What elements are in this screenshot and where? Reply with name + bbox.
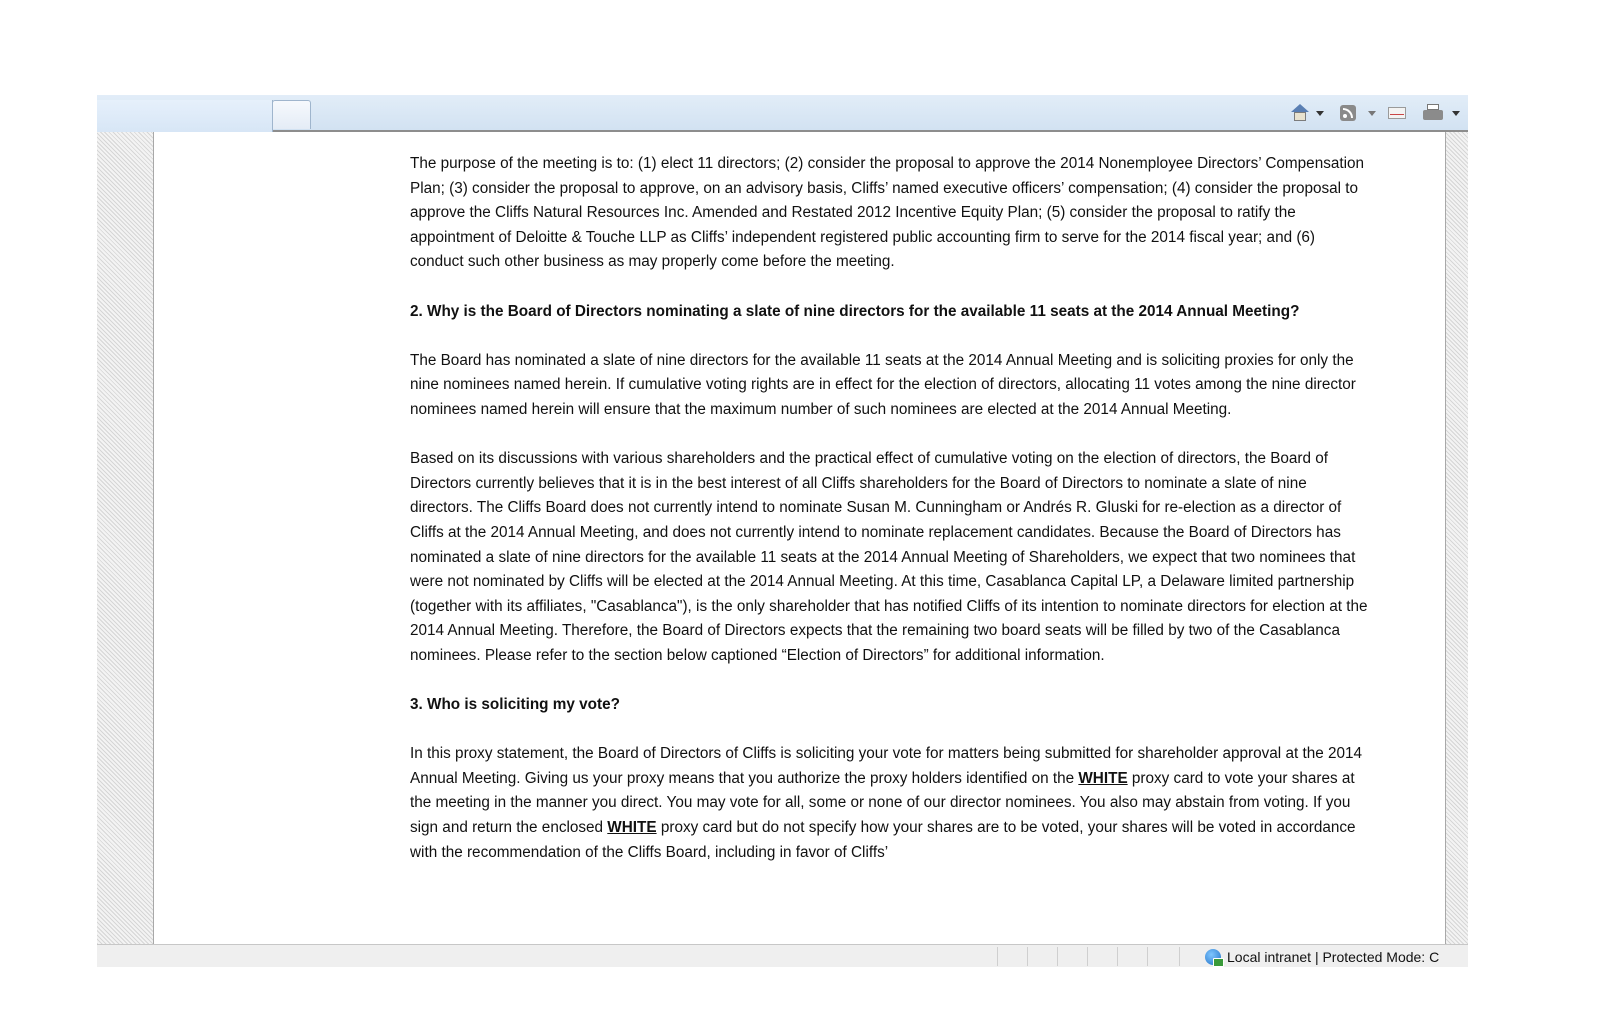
left-page-margin [97, 132, 154, 944]
status-divider [1057, 947, 1058, 966]
tab-bar [97, 95, 1468, 132]
shareholder-discussions-paragraph: Based on its discussions with various shareholders and the practical effect of cumulative voting on the election of directors, the Board of Directors currently believes that it is in the best interest of all Cliffs shareholders for the Board of Directors to nominate a slate of nine directors. The Cliffs Board does not currently intend to nominate Susan M. Cunningham or Andrés R. Gluski for re-election as a director of Cliffs at the 2014 Annual Meeting, and does not currently intend to nominate replacement candidates. Because the Board of Directors has nominated a slate of nine directors for the available 11 seats at the 2014 Annual Meeting of Shareholders, we expect that two nominees that were not nominated by Cliffs will be elected at the 2014 Annual Meeting. At this time, Casablanca Capital LP, a Delaware limited partnership (together with its affiliates, "Casablanca"), is the only shareholder that has notified Cliffs of its intention to nominate directors for election at the 2014 Annual Meeting. Therefore, the Board of Directors expects that the remaining two board seats will be filled by two of the Casablanca nominees. Please refer to the section below captioned “Election of Directors” for additional information. [410, 450, 1368, 664]
print-button[interactable] [1422, 104, 1444, 122]
status-divider [1179, 947, 1180, 966]
status-divider [997, 947, 998, 966]
read-mail-icon [1388, 107, 1406, 119]
proxy-statement-text [410, 152, 1370, 890]
security-zone-indicator[interactable] [1205, 947, 1439, 966]
command-bar [1290, 100, 1460, 126]
home-dropdown-chevron-icon[interactable] [1316, 111, 1324, 116]
white-proxy-emphasis: WHITE [607, 819, 657, 837]
status-divider [1117, 947, 1118, 966]
document-content [154, 132, 1445, 944]
home-button[interactable] [1290, 104, 1310, 122]
new-tab-button[interactable] [272, 100, 311, 129]
status-divider [1027, 947, 1028, 966]
security-zone-text: Local intranet | Protected Mode: C [1227, 948, 1440, 965]
meeting-purpose-paragraph: The purpose of the meeting is to: (1) elect 11 directors; (2) consider the proposal to approve the 2014 Nonemployee Directors’ Compensation Plan; (3) consider the proposal to approve, on an advisory basis, Cliffs’ named executive officers’ compensation; (4) consider the proposal to approve the Cliffs Natural Resources Inc. Amended and Restated 2012 Incentive Equity Plan; (5) consider the proposal to ratify the appointment of Deloitte & Touche LLP as Cliffs’ independent registered public accounting firm to serve for the 2014 fiscal year; and (6) conduct such other business as may properly come before the meeting. [410, 155, 1365, 271]
home-icon [1290, 104, 1310, 122]
browser-window [97, 95, 1468, 967]
status-divider [1147, 947, 1148, 966]
feeds-dropdown-chevron-icon[interactable] [1368, 111, 1376, 116]
soliciting-vote-paragraph: In this proxy statement, the Board of Directors of Cliffs is soliciting your vote for matters being submitted for shareholder approval at the 2014 Annual Meeting. Giving us your proxy means that you authorize the proxy holders identified on the WHITE proxy card to vote your shares at the meeting in the manner you direct. You may vote for all, some or none of our director nominees. You also may abstain from voting. If you sign and return the enclosed WHITE proxy card but do not specify how your shares are to be voted, your shares will be voted in accordance with the recommendation of the Cliffs Board, including in favor of Cliffs’ [410, 745, 1362, 861]
page-viewport[interactable] [97, 132, 1468, 944]
board-nomination-paragraph: The Board has nominated a slate of nine directors for the available 11 seats at the 2014 Annual Meeting and is soliciting proxies for only the nine nominees named herein. If cumulative voting rights are in effect for the election of directors, allocating 11 votes among the nine director nominees named herein will ensure that the maximum number of such nominees are elected at the 2014 Annual Meeting. [410, 351, 1356, 418]
intranet-globe-icon [1205, 949, 1221, 965]
right-page-margin [1445, 132, 1468, 944]
question-3-heading: 3. Who is soliciting my vote? [410, 696, 620, 714]
question-2-heading: 2. Why is the Board of Directors nominating a slate of nine directors for the available 11 seats at the 2014 Annual Meeting? [410, 302, 1300, 320]
read-mail-button[interactable] [1388, 107, 1406, 119]
status-divider [1087, 947, 1088, 966]
feeds-button[interactable] [1340, 105, 1356, 121]
print-dropdown-chevron-icon[interactable] [1452, 111, 1460, 116]
print-icon [1422, 104, 1444, 122]
white-proxy-emphasis: WHITE [1078, 769, 1128, 787]
feeds-icon [1340, 105, 1356, 121]
tab-current[interactable] [97, 100, 273, 132]
status-bar [97, 944, 1468, 967]
